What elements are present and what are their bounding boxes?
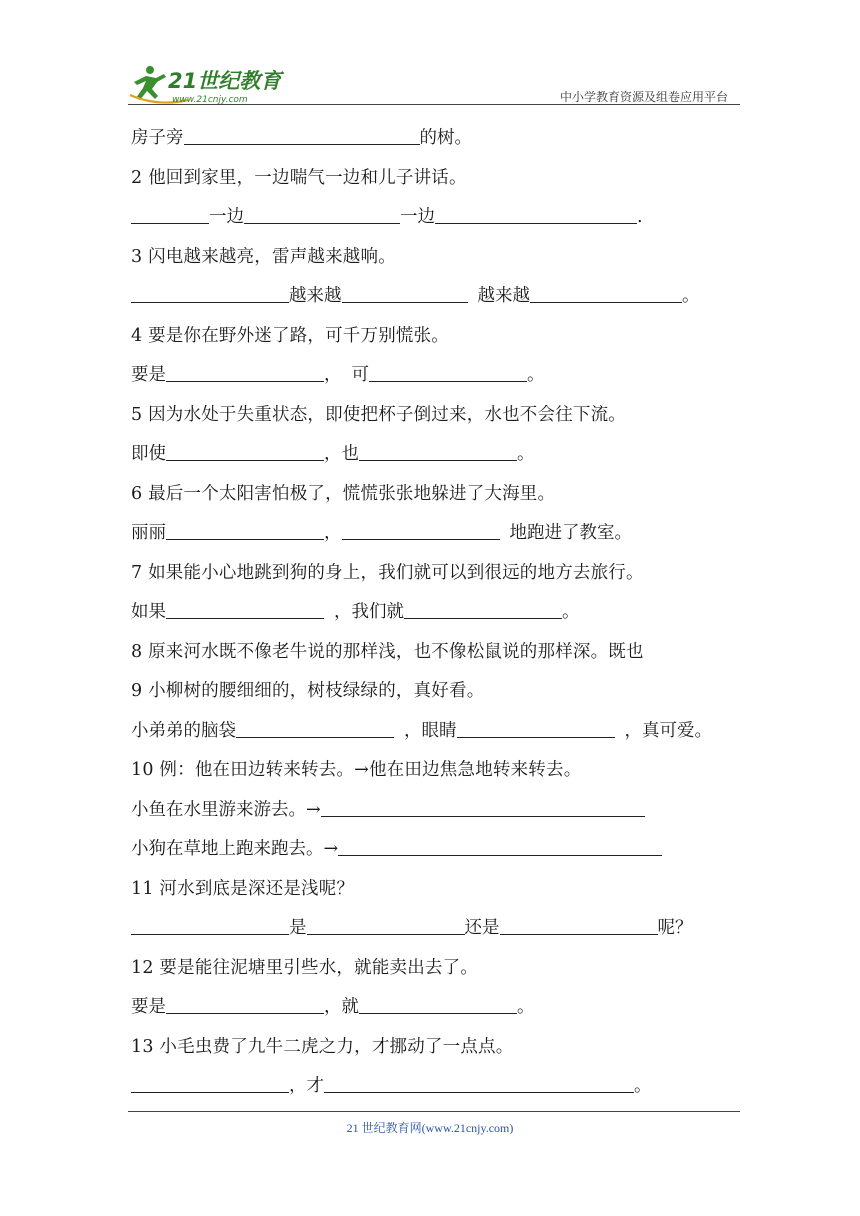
question-text: 7 如果能小心地跳到狗的身上，我们就可以到很远的地方去旅行。 <box>131 562 644 583</box>
answer-text: 还是 <box>464 918 500 938</box>
fill-in-blank[interactable] <box>369 361 527 382</box>
question-line <box>131 954 743 994</box>
question-text: 8 原来河水既不像老牛说的那样浅，也不像松鼠说的那样深。既也 <box>131 641 644 662</box>
answer-text: 。 <box>682 286 700 306</box>
question-text: 13 小毛虫费了九牛二虎之力，才挪动了一点点。 <box>131 1036 514 1057</box>
fill-in-blank[interactable] <box>530 282 682 303</box>
logo-url: www.21cnjy.com <box>172 95 248 105</box>
question-line <box>131 401 743 441</box>
fill-in-blank[interactable] <box>166 440 324 461</box>
answer-line <box>131 598 743 638</box>
answer-text: 。 <box>517 997 535 1017</box>
fill-in-blank[interactable] <box>131 914 289 935</box>
question-line <box>131 480 743 520</box>
footer-text: 21 世纪教育网(www.21cnjy.com) <box>346 1121 514 1135</box>
fill-in-blank[interactable] <box>131 282 289 303</box>
answer-text: ，也 <box>324 444 359 464</box>
answer-text: 小弟弟的脑袋 <box>131 720 236 741</box>
answer-line <box>131 914 743 954</box>
answer-text: ， <box>324 365 342 385</box>
answer-text: 是 <box>289 918 307 938</box>
answer-text: ，才 <box>289 1076 324 1096</box>
question-text: 9 小柳树的腰细细的，树枝绿绿的，真好看。 <box>131 681 485 701</box>
question-text: 10 例：他在田边转来转去。→他在田边焦急地转来转去。 <box>131 760 582 780</box>
header-rule <box>128 104 740 105</box>
answer-text: 小鱼在水里游来游去。→ <box>131 799 321 820</box>
answer-text: 可 <box>351 365 369 385</box>
answer-text: 越来越 <box>477 286 530 306</box>
question-text: 11 河水到底是深还是浅呢？ <box>131 878 355 899</box>
question-text: 3 闪电越来越亮，雷声越来越响。 <box>131 246 396 267</box>
question-text: 2 他回到家里，一边喘气一边和儿子讲话。 <box>131 167 467 188</box>
fill-in-blank[interactable] <box>457 717 615 738</box>
answer-line <box>131 717 743 757</box>
answer-line <box>131 203 743 243</box>
fill-in-blank[interactable] <box>359 993 517 1014</box>
question-text: 4 要是你在野外迷了路，可千万别慌张。 <box>131 325 449 346</box>
question-line <box>131 875 743 915</box>
fill-in-blank[interactable] <box>131 1072 289 1093</box>
question-text: 5 因为水处于失重状态，即使把杯子倒过来，水也不会往下流。 <box>131 404 626 425</box>
fill-in-blank[interactable] <box>131 203 209 224</box>
answer-text: 呢？ <box>657 918 693 938</box>
fill-in-blank[interactable] <box>338 835 662 856</box>
answer-text: 越来越 <box>289 286 342 306</box>
answer-text: 。 <box>527 365 545 385</box>
answer-text: ， <box>324 523 342 543</box>
fill-in-blank[interactable] <box>166 993 324 1014</box>
question-line <box>131 677 743 717</box>
answer-line <box>131 282 743 322</box>
fill-in-blank[interactable] <box>500 914 658 935</box>
fill-in-blank[interactable] <box>244 203 400 224</box>
fill-in-blank[interactable] <box>404 598 562 619</box>
answer-line <box>131 835 743 875</box>
answer-text: 房子旁 <box>131 128 184 148</box>
answer-text: 要是 <box>131 997 166 1017</box>
answer-line <box>131 519 743 559</box>
fill-in-blank[interactable] <box>321 796 645 817</box>
question-line <box>131 559 743 599</box>
answer-text: 如果 <box>131 602 166 622</box>
answer-text: 。 <box>562 602 580 622</box>
logo <box>128 62 298 106</box>
answer-line <box>131 796 743 836</box>
question-line <box>131 164 743 204</box>
question-line <box>131 322 743 362</box>
fill-in-blank[interactable] <box>359 440 517 461</box>
fill-in-blank[interactable] <box>166 598 324 619</box>
fill-in-blank[interactable] <box>166 519 324 540</box>
fill-in-blank[interactable] <box>435 203 637 224</box>
page-header <box>128 60 740 106</box>
fill-in-blank[interactable] <box>236 717 394 738</box>
answer-text: ，就 <box>324 997 359 1017</box>
question-line <box>131 1033 743 1073</box>
answer-text: 地跑进了教室。 <box>509 523 632 543</box>
answer-line <box>131 993 743 1033</box>
answer-line <box>131 1072 743 1112</box>
answer-line <box>131 440 743 480</box>
answer-text: 的树。 <box>419 128 472 148</box>
answer-text: 。 <box>517 444 535 464</box>
fill-in-blank[interactable] <box>342 519 500 540</box>
platform-name: 中小学教育资源及组卷应用平台 <box>559 90 728 104</box>
runner-icon <box>134 66 166 100</box>
answer-text: ，我们就 <box>334 602 404 622</box>
answer-text: 一边 <box>400 207 435 227</box>
question-line <box>131 243 743 283</box>
answer-text: ，真可爱。 <box>624 720 712 741</box>
question-text: 6 最后一个太阳害怕极了，慌慌张张地躲进了大海里。 <box>131 483 556 504</box>
logo-text: 21世纪教育 <box>168 69 282 93</box>
answer-text: 一边 <box>209 207 244 227</box>
fill-in-blank[interactable] <box>324 1072 634 1093</box>
fill-in-blank[interactable] <box>342 282 468 303</box>
fill-in-blank[interactable] <box>166 361 324 382</box>
fill-in-blank[interactable] <box>307 914 465 935</box>
answer-text: 。 <box>634 1076 652 1096</box>
question-line <box>131 638 743 678</box>
exercise-list <box>131 124 743 1112</box>
answer-text: 要是 <box>131 365 166 385</box>
answer-text: . <box>637 207 643 227</box>
question-line <box>131 756 743 796</box>
fill-in-blank[interactable] <box>184 124 420 145</box>
answer-text: 丽丽 <box>131 523 166 543</box>
footer-rule <box>128 1111 740 1112</box>
answer-text: 小狗在草地上跑来跑去。→ <box>131 839 339 859</box>
answer-text: 即使 <box>131 444 166 464</box>
answer-line <box>131 361 743 401</box>
answer-text: ，眼睛 <box>404 720 457 741</box>
question-text: 12 要是能往泥塘里引些水，就能卖出去了。 <box>131 957 479 978</box>
answer-line <box>131 124 743 164</box>
